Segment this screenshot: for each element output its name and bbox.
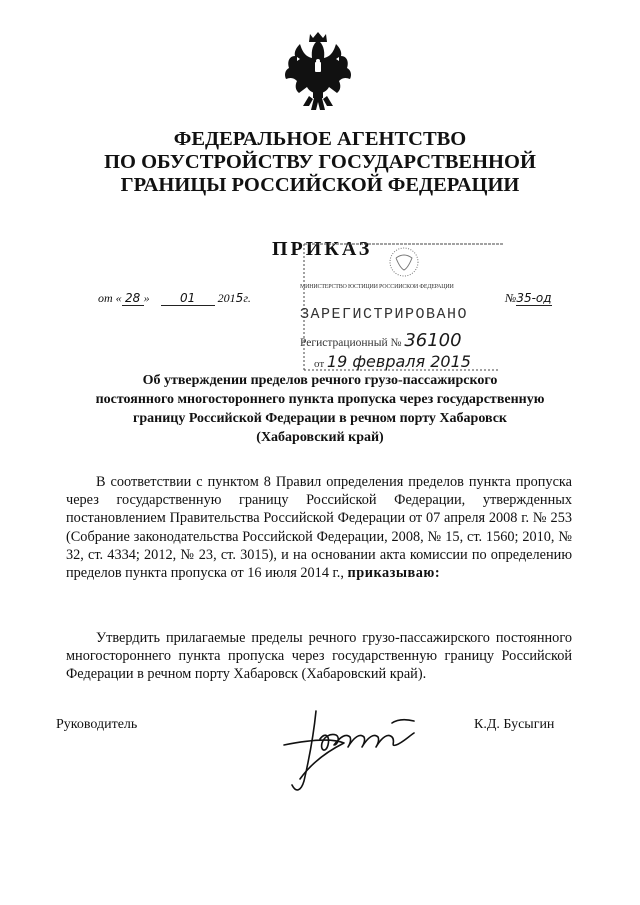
subject-line: границу Российской Федерации в речном порту Хабаровск	[133, 411, 507, 426]
stamp-reg-label: Регистрационный №	[300, 337, 402, 349]
signatory-name: К.Д. Бусыгин	[474, 717, 555, 732]
order-date-mid: »	[143, 291, 150, 305]
signatory-position: Руководитель	[56, 717, 138, 732]
stamp-registration-number	[300, 330, 462, 351]
order-day: 28	[122, 291, 144, 306]
stamp-registered: ЗАРЕГИСТРИРОВАНО	[300, 306, 469, 323]
paragraph-1-text: В соответствии с пунктом 8 Правил определения пределов пункта пропуска через государственную границу Российской Федерации, утвержденных постановлением Правительства Российской Федерации от 07 апреля 2008 г. № 253 (Собрание законодательства Российской Федерации, 2008, № 15, ст. 1560; 2010, № 32, ст. 4334; 2012, № 23, ст. 3015), и на основании акта комиссии по определению пределов пункта пропуска от 16 июля 2014 г.,	[66, 474, 572, 582]
agency-line: ГРАНИЦЫ РОССИЙСКОЙ ФЕДЕРАЦИИ	[120, 174, 520, 196]
order-year-tail: г.	[243, 291, 251, 305]
order-year-prefix: 201	[217, 291, 236, 305]
order-month: 01	[161, 291, 215, 306]
subject-line: (Хабаровский край)	[256, 430, 384, 445]
stamp-date-value: 19 февраля 2015	[326, 352, 471, 371]
order-number-prefix: №	[505, 291, 517, 305]
stamp-ministry: МИНИСТЕРСТВО ЮСТИЦИИ РОССИЙСКОЙ ФЕДЕРАЦИИ	[300, 284, 454, 290]
stamp-date-label: от	[314, 358, 325, 370]
subject-line: постоянного многостороннего пункта пропуска через государственную	[95, 392, 545, 407]
stamp-reg-number: 36100	[404, 330, 462, 351]
agency-line: ПО ОБУСТРОЙСТВУ ГОСУДАРСТВЕННОЙ	[104, 151, 536, 173]
order-subject	[95, 371, 545, 447]
order-directive: приказываю:	[347, 565, 441, 582]
stamp-date	[314, 352, 471, 371]
order-number	[505, 291, 552, 306]
signature	[276, 705, 434, 793]
double-headed-eagle-icon	[283, 30, 353, 114]
order-date	[98, 291, 251, 306]
agency-line: ФЕДЕРАЛЬНОЕ АГЕНТСТВО	[173, 128, 467, 150]
order-date-prefix: от «	[98, 291, 122, 305]
body-paragraph-1	[66, 473, 572, 582]
subject-line: Об утверждении пределов речного грузо-пассажирского	[142, 373, 498, 388]
order-year-suffix: 5	[235, 291, 244, 305]
order-title: ПРИКАЗ	[272, 238, 373, 260]
body-paragraph-2: Утвердить прилагаемые пределы речного грузо-пассажирского постоянного многостороннего пункта пропуска через государственную границу Российской Федерации в речном порту Хабаровск (Хабаровский край).	[66, 630, 572, 683]
agency-header	[0, 128, 640, 197]
order-number-value: 35-од	[516, 291, 552, 305]
